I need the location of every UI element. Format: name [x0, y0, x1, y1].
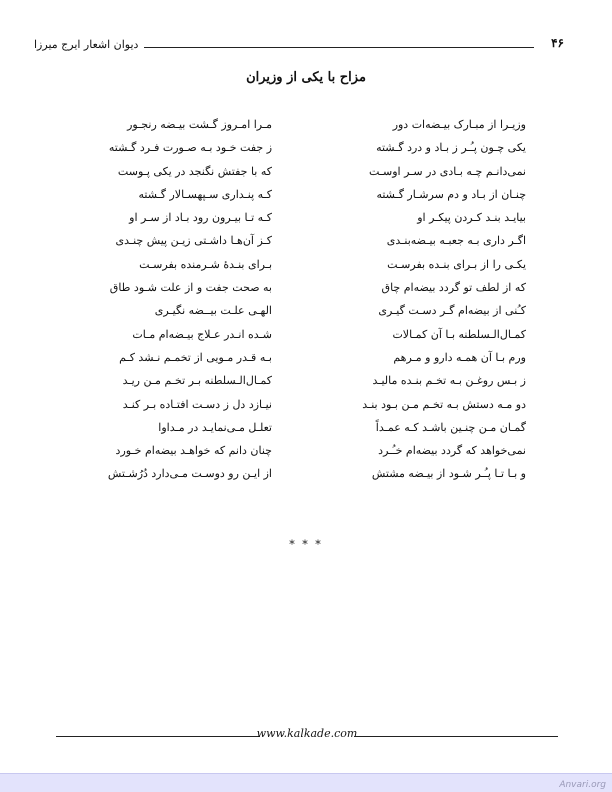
- hemistich-second: شـده انـدر عـلاج بیـضه‌ام مـات: [132, 327, 272, 341]
- verse-row: [0, 443, 612, 466]
- hemistich-first: اگـر داری بـه جعبـه بیـضه‌بنـدی: [386, 234, 526, 248]
- verse-row: [0, 350, 612, 373]
- verse-row: [0, 210, 612, 233]
- page-header: [34, 36, 564, 56]
- verse-row: [0, 140, 612, 163]
- watermark-text: Anvari.org: [559, 780, 606, 790]
- verse-row: [0, 327, 612, 350]
- hemistich-second: به صحت جفت و از علت شـود طاق: [109, 281, 272, 295]
- hemistich-first: کمـال‌الـسلطنه بـا آن کمـالات: [392, 327, 526, 341]
- hemistich-first: یکی چـون پـُـر ز بـاد و درد گـشته: [376, 141, 526, 155]
- hemistich-first: بیایـد بنـد کـردن پیکـر او: [417, 211, 526, 225]
- hemistich-first: چنـان از بـاد و دم سرشـار گـشته: [376, 187, 526, 201]
- verse-row: [0, 280, 612, 303]
- hemistich-second: کمـال‌الـسلطنه بـر تخـم مـن ریـد: [122, 374, 272, 388]
- verse-row: [0, 164, 612, 187]
- hemistich-second: از ایـن رو دوسـت مـی‌دارد دُرُشـتش: [107, 467, 272, 481]
- verse-row: [0, 420, 612, 443]
- footer-url: www.kalkade.com: [256, 727, 358, 740]
- hemistich-second: که با جفتش نگنجد در یکی پـوست: [117, 164, 272, 178]
- hemistich-second: کـه پنـداری سـپهسـالار گـشته: [138, 187, 272, 201]
- hemistich-first: و بـا تـا پـُـر شـود از بیـضه مشتش: [371, 467, 526, 481]
- hemistich-first: نمی‌خواهد که گردد بیضه‌ام خـُـرد: [378, 444, 526, 458]
- page-number: ۴۶: [551, 36, 564, 50]
- poem-body: [0, 117, 612, 490]
- hemistich-first: گمـان مـن چنـین باشـد کـه عمـداً: [375, 420, 526, 434]
- verse-row: [0, 233, 612, 256]
- hemistich-first: ورم بـا آن همـه دارو و مـرهم: [393, 350, 526, 364]
- poem-title: مزاح با یکی از وزیران: [246, 70, 366, 85]
- hemistich-first: کـُنی از بیضه‌ام گـر دسـت گیـری: [378, 304, 526, 318]
- verse-row: [0, 397, 612, 420]
- poem-end-mark: * * *: [289, 538, 323, 551]
- hemistich-second: کـه تـا بیـرون رود بـاد از سـر او: [129, 211, 272, 225]
- hemistich-second: تعلـل مـی‌نمایـد در مـداوا: [158, 420, 272, 434]
- hemistich-second: بـرای بنـدهٔ شـرمنده بفرسـت: [139, 257, 272, 271]
- hemistich-second: کـز آن‌هـا داشـتی زیـن پیش چنـدی: [115, 234, 272, 248]
- hemistich-second: ز جفت خـود بـه صـورت فـرد گـشته: [108, 141, 272, 155]
- hemistich-first: دو مـه دستش بـه تخـم مـن بـود بنـد: [362, 397, 526, 411]
- book-title: دیوان اشعار ایرج میرزا: [34, 38, 139, 51]
- verse-row: [0, 303, 612, 326]
- hemistich-second: الهـی علـت بیــضه نگیـری: [154, 304, 272, 318]
- page-footer: [56, 727, 558, 743]
- hemistich-second: چنان دانم که خواهـد بیضه‌ام خـورد: [115, 444, 272, 458]
- footer-divider-right: [354, 736, 558, 737]
- hemistich-first: یکـی را از بـرای بنـده بفرسـت: [387, 257, 526, 271]
- hemistich-second: مـرا امـروز گـشت بیـضه رنجـور: [127, 118, 272, 131]
- header-divider: [144, 47, 534, 48]
- hemistich-second: بـه قـدر مـویی از تخمـم نـشد کـم: [119, 350, 272, 364]
- verse-row: [0, 373, 612, 396]
- hemistich-first: که از لطف تو گردد بیضه‌ام چاق: [381, 281, 526, 295]
- verse-row: [0, 117, 612, 140]
- hemistich-first: وزیـرا از مبـارک بیـضه‌ات دور: [392, 118, 526, 131]
- hemistich-first: ز بـس روغـن بـه تخـم بنـده مالیـد: [372, 374, 526, 388]
- watermark-bar: [0, 773, 612, 792]
- hemistich-second: نیـازد دل ز دسـت افتـاده بـر کنـد: [122, 397, 272, 411]
- verse-row: [0, 187, 612, 210]
- hemistich-first: نمی‌دانـم چـه بـادی در سـر اوسـت: [368, 164, 526, 178]
- verse-row: [0, 257, 612, 280]
- verse-row: [0, 466, 612, 489]
